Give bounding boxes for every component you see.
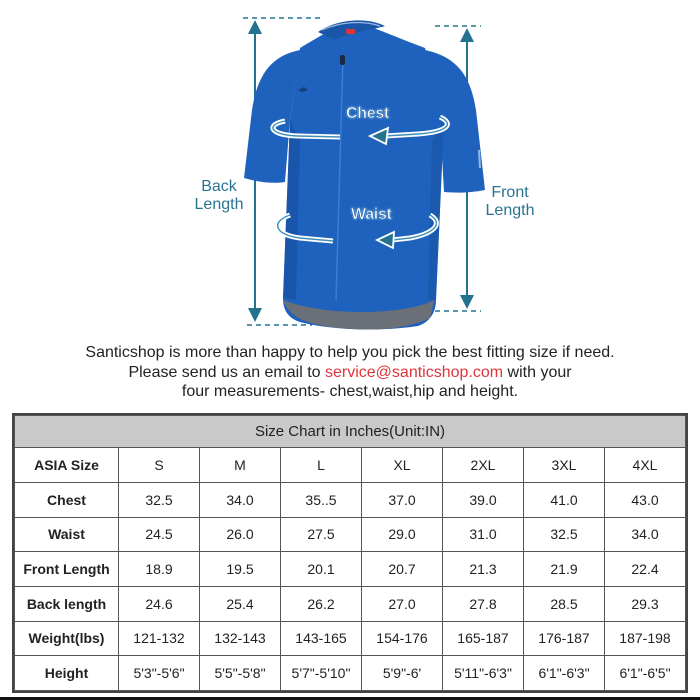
table-cell: 39.0 [443,483,524,518]
table-row-waist [15,517,686,552]
table-cell: 28.5 [524,586,605,621]
back-length-label [188,178,250,214]
table-cell: 18.9 [119,552,200,587]
table-cell: 24.5 [119,517,200,552]
table-cell: 29.3 [605,586,686,621]
front-length-label [478,184,542,220]
table-cell: 34.0 [200,483,281,518]
table-row-height [15,656,686,691]
size-column-header: 4XL [605,448,686,483]
size-chart-title: Size Chart in Inches(Unit:IN) [15,416,686,448]
table-row-front-length [15,552,686,587]
row-label: Front Length [15,552,119,587]
table-cell: 5'11"-6'3" [443,656,524,691]
table-cell: 43.0 [605,483,686,518]
table-cell: 21.9 [524,552,605,587]
size-column-header: 2XL [443,448,524,483]
help-message-line3: four measurements- chest,waist,hip and height. [181,383,519,400]
size-header-row [15,448,686,483]
table-cell: 19.5 [200,552,281,587]
row-label: Chest [15,483,119,518]
row-label: Waist [15,517,119,552]
table-cell: 143-165 [281,621,362,656]
size-column-header: S [119,448,200,483]
table-cell: 5'3"-5'6" [119,656,200,691]
waist-label: Waist [351,206,392,223]
table-cell: 26.2 [281,586,362,621]
help-message [0,343,700,402]
support-email-link[interactable]: service@santicshop.com [325,363,504,381]
table-cell: 132-143 [200,621,281,656]
table-cell: 5'5"-5'8" [200,656,281,691]
table-cell: 121-132 [119,621,200,656]
table-cell: 27.5 [281,517,362,552]
table-cell: 32.5 [524,517,605,552]
back-length-label-line2: Length [194,196,244,213]
collar-tag-icon [346,29,355,34]
jersey-measurement-diagram [0,0,700,335]
table-cell: 6'1"-6'5" [605,656,686,691]
table-cell: 27.8 [443,586,524,621]
table-row-back-length [15,586,686,621]
table-cell: 29.0 [362,517,443,552]
table-cell: 187-198 [605,621,686,656]
help-message-line1: Santicshop is more than happy to help you pick the best fitting size if need. [85,344,615,361]
table-cell: 34.0 [605,517,686,552]
size-chart-grid [14,415,686,691]
size-chart-title-row [15,416,686,448]
table-cell: 5'7"-5'10" [281,656,362,691]
table-cell: 37.0 [362,483,443,518]
size-column-header: M [200,448,281,483]
help-message-line2-prefix: Please send us an email to [128,363,325,381]
table-cell: 32.5 [119,483,200,518]
size-chart-table [12,413,688,693]
row-label: Back length [15,586,119,621]
size-column-header: 3XL [524,448,605,483]
chest-label: Chest [346,105,389,122]
jersey-icon [244,20,485,329]
table-cell: 20.1 [281,552,362,587]
table-cell: 165-187 [443,621,524,656]
table-cell: 6'1"-6'3" [524,656,605,691]
row-label: Height [15,656,119,691]
size-column-header: XL [362,448,443,483]
table-cell: 31.0 [443,517,524,552]
help-message-line2 [0,363,700,383]
table-cell: 24.6 [119,586,200,621]
help-message-line2-suffix: with your [503,363,572,381]
table-row-chest [15,483,686,518]
table-cell: 27.0 [362,586,443,621]
zipper-pull-icon [340,55,345,65]
table-cell: 5'9"-6' [362,656,443,691]
table-cell: 22.4 [605,552,686,587]
table-row-weight [15,621,686,656]
front-length-label-line1: Front [491,184,529,201]
table-cell: 154-176 [362,621,443,656]
table-cell: 176-187 [524,621,605,656]
table-cell: 20.7 [362,552,443,587]
table-cell: 26.0 [200,517,281,552]
asia-size-header: ASIA Size [15,448,119,483]
table-cell: 35..5 [281,483,362,518]
back-length-label-line1: Back [201,178,237,195]
jersey-illustration [0,0,700,335]
table-cell: 21.3 [443,552,524,587]
front-length-label-line2: Length [485,202,535,219]
table-cell: 25.4 [200,586,281,621]
size-column-header: L [281,448,362,483]
row-label: Weight(lbs) [15,621,119,656]
table-cell: 41.0 [524,483,605,518]
